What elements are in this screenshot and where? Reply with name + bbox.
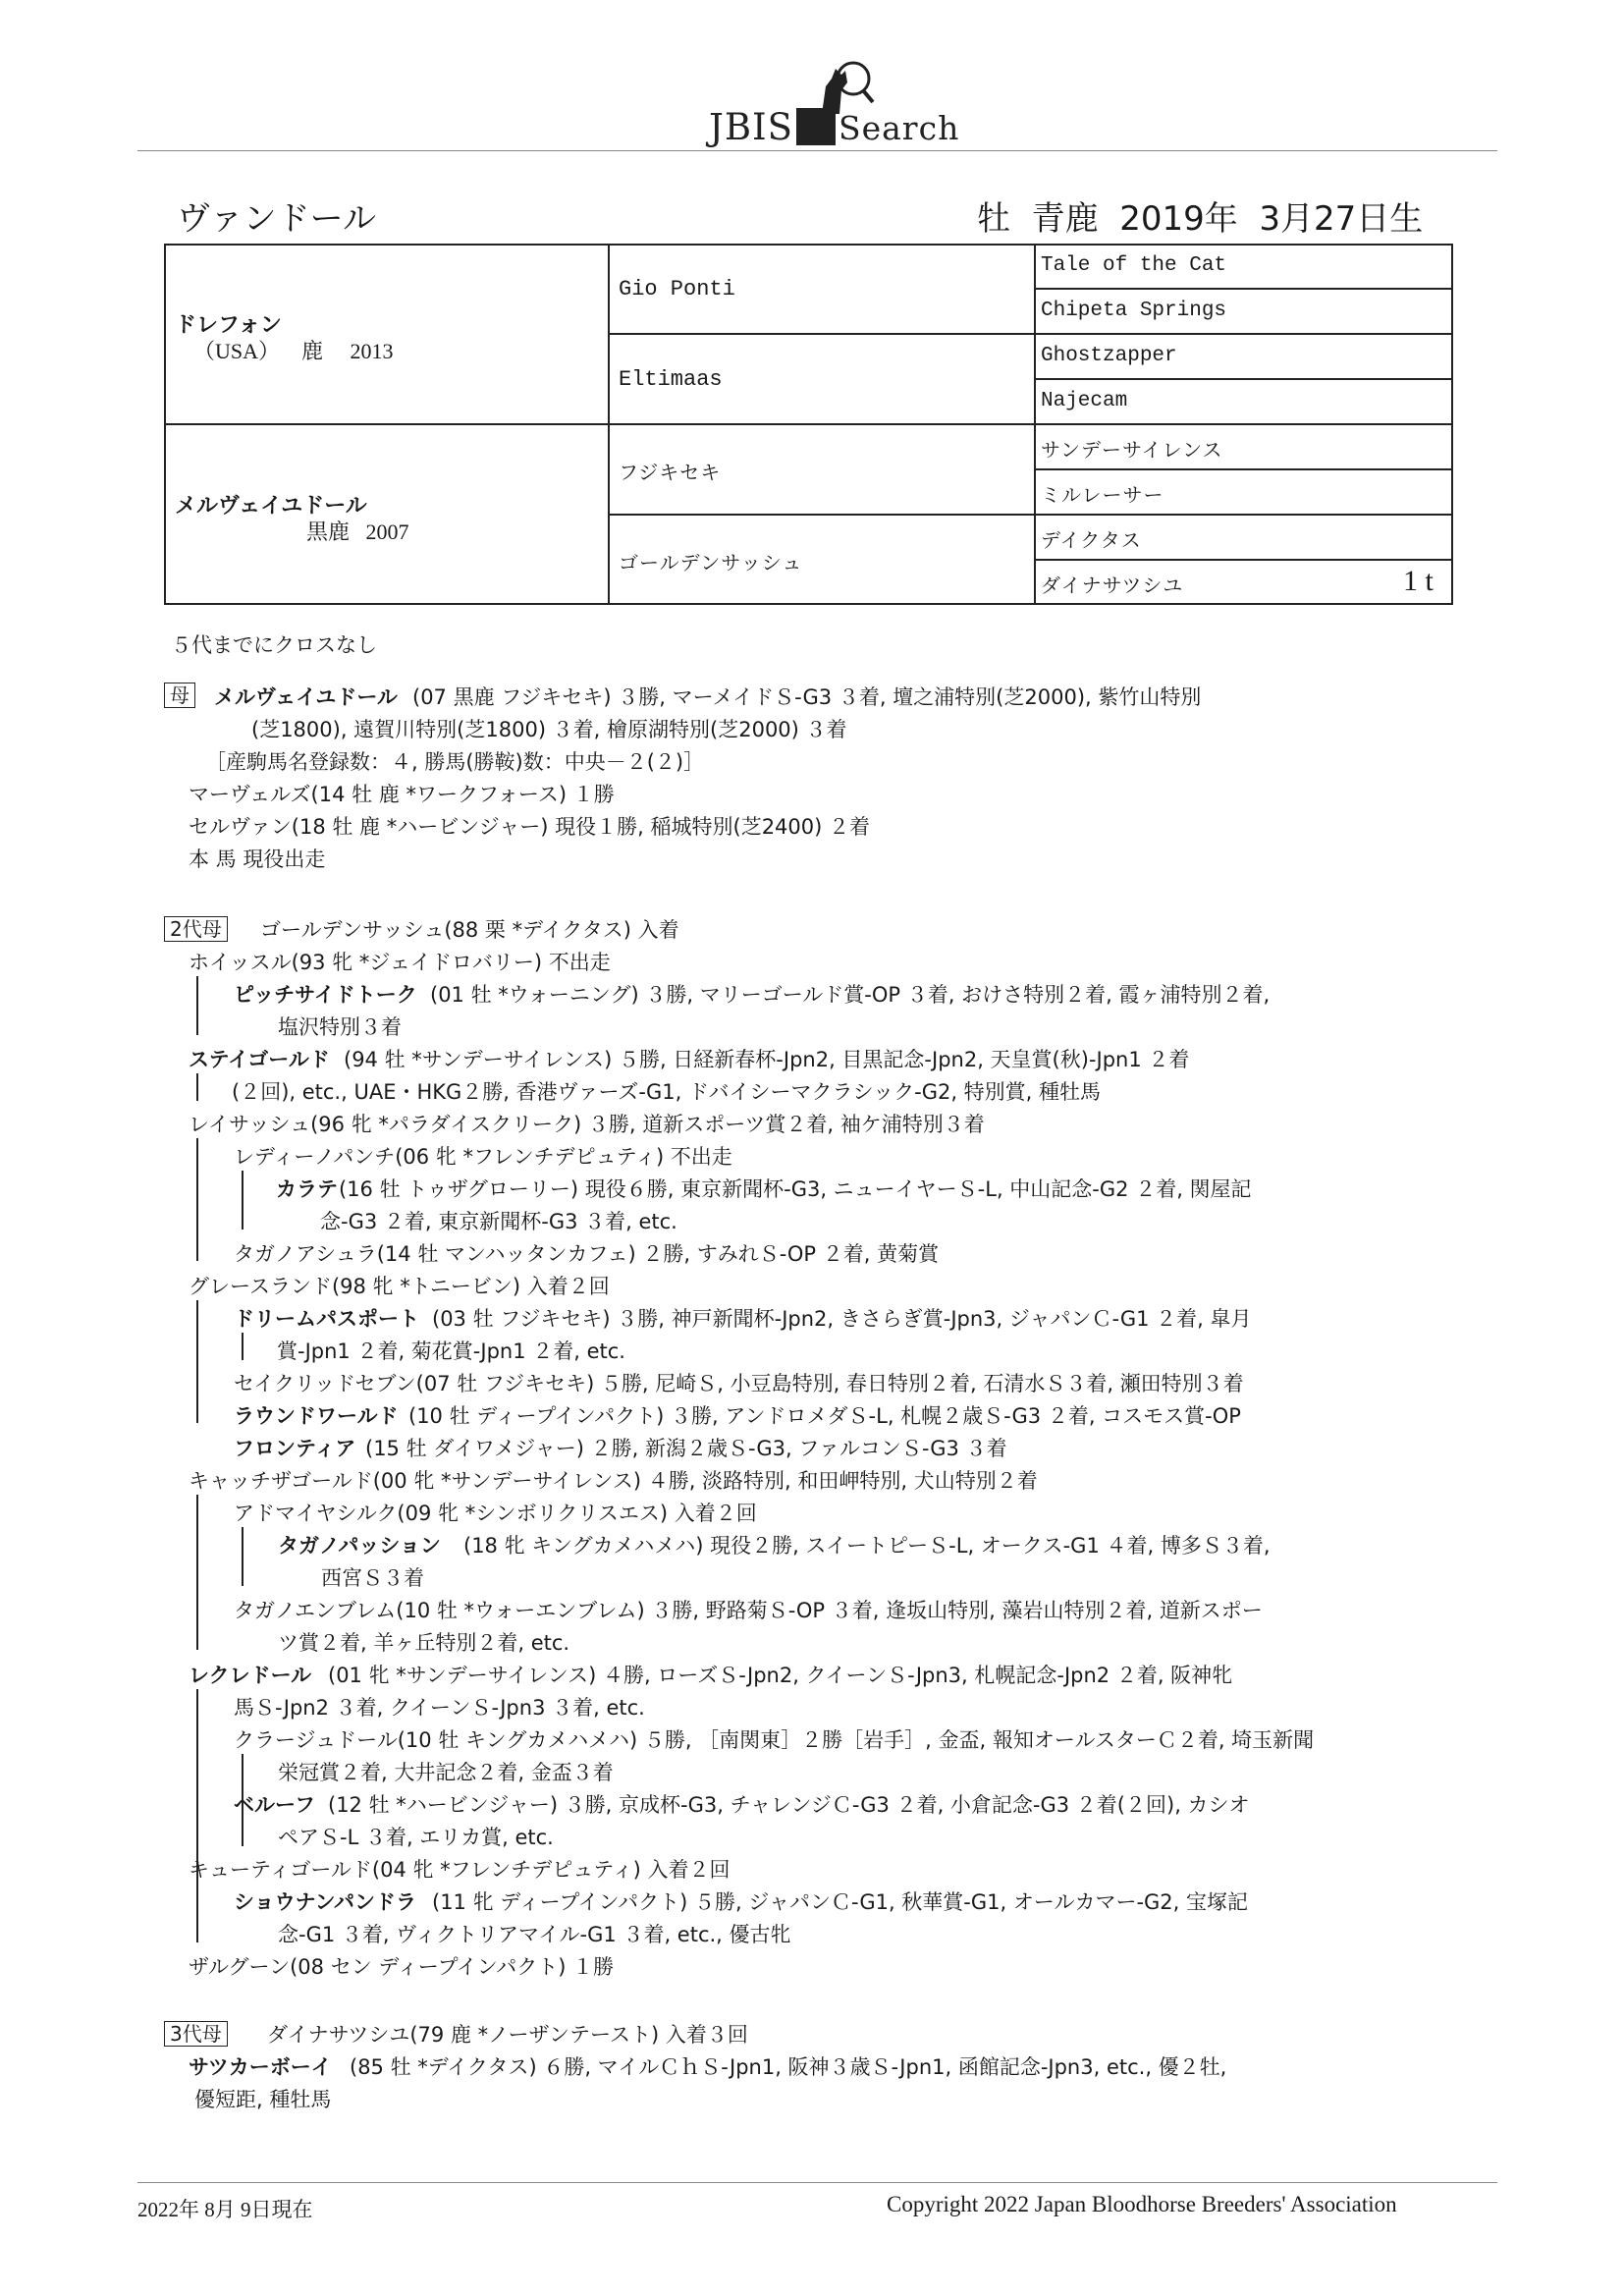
- family-line: 塩沢特別３着: [278, 1015, 402, 1039]
- g3-ancestor: デイクタス: [1041, 528, 1142, 552]
- g3-ancestor: ミルレーサー: [1041, 483, 1164, 507]
- pedigree-table: [164, 244, 1453, 605]
- sire-name: ドレフォン: [175, 313, 282, 338]
- family-line: グレースランド(98 牝 *トニービン) 入着２回: [189, 1275, 610, 1298]
- produce-line: マーヴェルズ(14 牡 鹿 *ワークフォース) １勝: [189, 783, 615, 806]
- family-line: 栄冠賞２着, 大井記念２着, 金盃３着: [278, 1761, 614, 1784]
- family-line: (94 牡 *サンデーサイレンス) ５勝, 日経新春杯-Jpn2, 目黒記念-Jpn2, 天皇賞(秋)-Jpn1 ２着: [344, 1048, 1190, 1071]
- dam-record-line: (芝1800), 遠賀川特別(芝1800) ３着, 檜原湖特別(芝2000) ３着: [251, 718, 847, 741]
- g3-ancestor: Ghostzapper: [1041, 345, 1177, 367]
- logo-search-text: Search: [839, 109, 960, 147]
- family-line: ツ賞２着, 羊ヶ丘特別２着, etc.: [278, 1631, 570, 1655]
- g3-ancestor: ダイナサツシユ: [1041, 574, 1184, 597]
- family-line: タガノアシュラ(14 牡 マンハッタンカフェ) ２勝, すみれＳ-OP ２着, 黄菊賞: [234, 1242, 940, 1266]
- family-line: (10 牡 ディープインパクト) ３勝, アンドロメダＳ-L, 札幌２歳Ｓ-G3 ２着, コスモス賞-OP: [408, 1404, 1241, 1428]
- family-line: ホイッスル(93 牝 *ジェイドロバリー) 不出走: [189, 951, 611, 974]
- dam-record-line: (07 黒鹿 フジキセキ) ３勝, マーメイドＳ-G3 ３着, 壇之浦特別(芝2000), 紫竹山特別: [412, 685, 1202, 709]
- family-line-bold: ショウナンパンドラ: [234, 1890, 417, 1914]
- family-branch-line: [196, 976, 198, 1035]
- family-line-bold: ベルーフ: [234, 1793, 315, 1817]
- family-line: (２回), etc., UAE・HKG２勝, 香港ヴァーズ-G1, ドバイシーマクラシック-G2, 特別賞, 種牡馬: [232, 1080, 1102, 1104]
- sire-sire: Gio Ponti: [619, 277, 735, 301]
- family-line: キャッチザゴールド(00 牝 *サンデーサイレンス) ４勝, 淡路特別, 和田岬特別, 犬山特別２着: [189, 1469, 1038, 1493]
- family-line-bold: ラウンドワールド: [234, 1404, 399, 1428]
- family-line: タガノエンブレム(10 牡 *ウォーエンブレム) ３勝, 野路菊Ｓ-OP ３着, 逢坂山特別, 藻岩山特別２着, 道新スポー: [234, 1599, 1263, 1622]
- dam-name-bold: メルヴェイユドール: [214, 685, 398, 709]
- family-line: セイクリッドセブン(07 牡 フジキセキ) ５勝, 尼崎Ｓ, 小豆島特別, 春日特別２着, 石清水Ｓ３着, 瀬田特別３着: [234, 1372, 1244, 1395]
- third-dam-label-box: 3代母: [164, 2021, 228, 2047]
- dam-detail: 黒鹿 2007: [306, 519, 409, 544]
- family-branch-line: [242, 1333, 244, 1360]
- jbis-search-logo: [709, 57, 960, 148]
- logo-square-icon: [796, 108, 836, 145]
- family-line-bold: レクレドール: [189, 1664, 312, 1687]
- family-line: 馬Ｓ-Jpn2 ３着, クイーンＳ-Jpn3 ３着, etc.: [234, 1696, 645, 1720]
- dam-label-box: 母: [164, 683, 195, 708]
- family-line-bold: ステイゴールド: [189, 1048, 330, 1071]
- family-line: レディーノパンチ(06 牝 *フレンチデピュティ) 不出走: [234, 1145, 732, 1169]
- family-line: ザルグーン(08 セン ディープインパクト) １勝: [189, 1955, 615, 1979]
- second-dam-title: ゴールデンサッシュ(88 栗 *デイクタス) 入着: [260, 918, 679, 942]
- family-line: 西宮Ｓ３着: [321, 1566, 424, 1590]
- family-line: 念-G1 ３着, ヴィクトリアマイル-G1 ３着, etc., 優古牝: [278, 1923, 791, 1946]
- dam-sire: フジキセキ: [619, 461, 722, 484]
- family-line: 賞-Jpn1 ２着, 菊花賞-Jpn1 ２着, etc.: [277, 1339, 625, 1363]
- family-branch-line: [196, 1138, 198, 1261]
- g3-ancestor: Chipeta Springs: [1041, 300, 1227, 322]
- third-dam-title: ダイナサツシユ(79 鹿 *ノーザンテースト) 入着３回: [267, 2023, 748, 2047]
- family-line-bold: タガノパッション: [278, 1534, 441, 1558]
- family-line-bold: ピッチサイドトーク: [234, 983, 417, 1007]
- family-line: アドマイヤシルク(09 牝 *シンボリクリスエス) 入着２回: [234, 1502, 757, 1525]
- family-line-bold: ドリームパスポート: [234, 1307, 419, 1331]
- pedigree-grid: [164, 244, 1453, 605]
- family-branch-line: [196, 1073, 198, 1101]
- produce-line: セルヴァン(18 牡 鹿 *ハービンジャー) 現役１勝, 稲城特別(芝2400) ２着: [189, 815, 871, 839]
- header-divider: [137, 150, 1497, 151]
- g3-ancestor: Najecam: [1041, 390, 1128, 412]
- family-branch-line: [196, 1300, 198, 1423]
- family-line: (12 牡 *ハービンジャー) ３勝, 京成杯-G3, チャレンジＣ-G3 ２着, 小倉記念-G3 ２着(２回), カシオ: [328, 1793, 1250, 1817]
- family-line: (85 牡 *デイクタス) ６勝, マイルＣｈＳ-Jpn1, 阪神３歳Ｓ-Jpn1, 函館記念-Jpn3, etc., 優２牡,: [350, 2055, 1227, 2079]
- dam-produce-summary: ［産駒馬名登録数：４, 勝馬(勝鞍)数：中央－２(２)］: [205, 750, 705, 774]
- dam-dam: ゴールデンサッシュ: [619, 551, 803, 574]
- family-line: (16 牡 トゥザグローリー) 現役６勝, 東京新聞杯-G3, ニューイヤーＳ-L, 中山記念-G2 ２着, 関屋記: [339, 1177, 1252, 1201]
- footer-divider: [137, 2182, 1497, 2183]
- family-line: (15 牡 ダイワメジャー) ２勝, 新潟２歳Ｓ-G3, ファルコンＳ-G3 ３着: [365, 1437, 1007, 1460]
- family-branch-line: [196, 1495, 198, 1650]
- sire-detail: （USA） 鹿 2013: [193, 339, 394, 363]
- produce-line: 本 馬 現役出走: [189, 847, 326, 871]
- g3-ancestor: サンデーサイレンス: [1041, 438, 1223, 462]
- horse-info: 牡 青鹿 2019年 3月27日生: [977, 199, 1424, 239]
- logo-jbis-text: JBIS: [709, 106, 793, 148]
- family-line-bold: カラテ: [276, 1177, 338, 1201]
- family-branch-line: [196, 1884, 198, 1942]
- family-line: 優短距, 種牡馬: [194, 2088, 332, 2111]
- family-branch-line: [242, 1527, 244, 1586]
- footer-copyright: Copyright 2022 Japan Bloodhorse Breeders' Association: [887, 2192, 1397, 2216]
- horse-name: ヴァンドール: [177, 199, 376, 239]
- family-line: レイサッシュ(96 牝 *パラダイスクリーク) ３勝, 道新スポーツ賞２着, 袖ケ浦特別３着: [189, 1113, 985, 1136]
- family-line: (11 牝 ディープインパクト) ５勝, ジャパンＣ-G1, 秋華賞-G1, オールカマー-G2, 宝塚記: [432, 1890, 1249, 1914]
- family-line: (01 牡 *ウォーニング) ３勝, マリーゴールド賞-OP ３着, おけさ特別２着, 霞ヶ浦特別２着,: [430, 983, 1271, 1007]
- family-line: ペアＳ-L ３着, エリカ賞, etc.: [278, 1826, 554, 1849]
- family-line-bold: サツカーボーイ: [189, 2055, 332, 2079]
- family-line: 念-G3 ２着, 東京新聞杯-G3 ３着, etc.: [320, 1210, 677, 1233]
- inbreeding-mark: 1 t: [1403, 565, 1434, 597]
- family-line-bold: フロンティア: [234, 1437, 356, 1460]
- family-line: キューティゴールド(04 牝 *フレンチデピュティ) 入着２回: [189, 1858, 731, 1882]
- family-line: クラージュドール(10 牡 キングカメハメハ) ５勝, ［南関東］２勝［岩手］, 金盃, 報知オールスターＣ２着, 埼玉新聞: [234, 1728, 1315, 1752]
- dam-name: メルヴェイユドール: [175, 494, 367, 519]
- family-branch-line: [242, 1171, 244, 1230]
- family-line: (18 牝 キングカメハメハ) 現役２勝, スイートピーＳ-L, オークス-G1 ４着, 博多Ｓ３着,: [463, 1534, 1271, 1558]
- g3-ancestor: Tale of the Cat: [1041, 254, 1227, 277]
- footer-date: 2022年 8月 9日現在: [137, 2198, 313, 2221]
- family-line: (03 牡 フジキセキ) ３勝, 神戸新聞杯-Jpn2, きさらぎ賞-Jpn3, ジャパンＣ-G1 ２着, 皐月: [432, 1307, 1252, 1331]
- second-dam-label-box: 2代母: [164, 916, 228, 942]
- family-line: (01 牝 *サンデーサイレンス) ４勝, ローズＳ-Jpn2, クイーンＳ-Jpn3, 札幌記念-Jpn2 ２着, 阪神牝: [328, 1664, 1233, 1687]
- sire-dam: Eltimaas: [619, 367, 723, 392]
- cross-note: ５代までにクロスなし: [171, 633, 377, 657]
